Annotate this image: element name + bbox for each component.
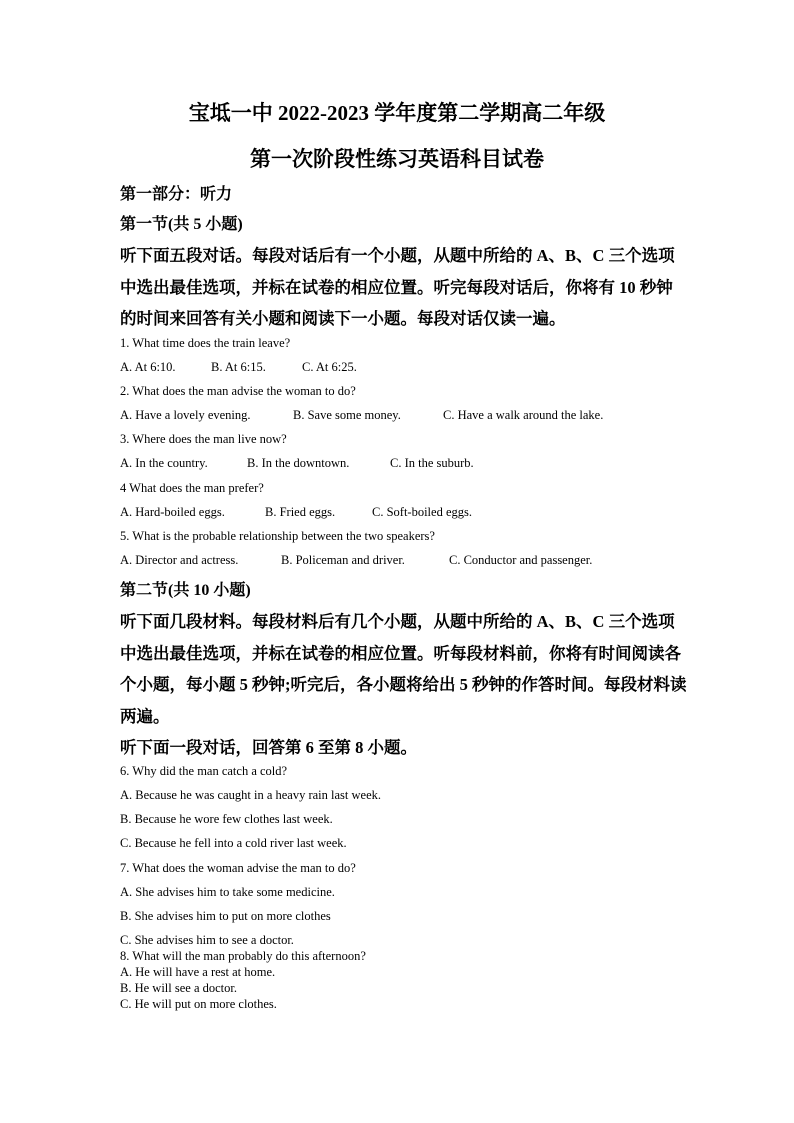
option-a: A. At 6:10.: [120, 360, 176, 374]
question-5-stem: 5. What is the probable relationship between the two speakers?: [120, 529, 435, 543]
part1-heading: 第一部分：听力: [120, 186, 233, 203]
section2-instruction-line: 听下面几段材料。每段材料后有几个小题，从题中所给的 A、B、C 三个选项: [120, 612, 675, 631]
section2-heading: 第二节(共 10 小题): [120, 582, 251, 599]
option-a: A. Director and actress.: [120, 553, 239, 567]
option-b: B. Policeman and driver.: [281, 553, 405, 567]
question-7-option-b: B. She advises him to put on more clothes: [120, 909, 331, 923]
question-2-stem: 2. What does the man advise the woman to do?: [120, 384, 356, 398]
section1-instruction-line: 中选出最佳选项，并标在试卷的相应位置。听完每段对话后，你将有 10 秒钟: [120, 278, 673, 297]
option-b: B. At 6:15.: [211, 360, 266, 374]
question-3-stem: 3. Where does the man live now?: [120, 432, 287, 446]
option-c: C. In the suburb.: [390, 456, 474, 470]
question-7-option-a: A. She advises him to take some medicine.: [120, 885, 335, 899]
option-b: B. Fried eggs.: [265, 505, 336, 519]
question-6-option-b: B. Because he wore few clothes last week.: [120, 812, 333, 826]
dialog-1-intro: 听下面一段对话，回答第 6 至第 8 小题。: [120, 738, 417, 757]
question-7-option-c: C. She advises him to see a doctor.: [120, 933, 294, 947]
question-7-stem: 7. What does the woman advise the man to do?: [120, 861, 356, 875]
question-1-stem: 1. What time does the train leave?: [120, 336, 291, 350]
section1-instruction-line: 的时间来回答有关小题和阅读下一小题。每段对话仅读一遍。: [120, 309, 566, 328]
question-8-option-b: B. He will see a doctor.: [120, 981, 237, 995]
section1-instruction-line: 听下面五段对话。每段对话后有一个小题，从题中所给的 A、B、C 三个选项: [120, 246, 675, 265]
option-a: A. Have a lovely evening.: [120, 408, 251, 422]
option-c: C. Soft-boiled eggs.: [372, 505, 472, 519]
option-c: C. Have a walk around the lake.: [443, 408, 604, 422]
question-4-stem: 4 What does the man prefer?: [120, 481, 264, 495]
section2-instruction-line: 两遍。: [120, 707, 170, 726]
option-c: C. Conductor and passenger.: [449, 553, 593, 567]
question-8-option-a: A. He will have a rest at home.: [120, 965, 276, 979]
question-8-option-c: C. He will put on more clothes.: [120, 997, 277, 1011]
question-6-option-c: C. Because he fell into a cold river last week.: [120, 836, 347, 850]
title-line-2: 第一次阶段性练习英语科目试卷: [250, 147, 544, 171]
option-a: A. Hard-boiled eggs.: [120, 505, 225, 519]
option-c: C. At 6:25.: [302, 360, 357, 374]
section1-heading: 第一节(共 5 小题): [120, 216, 243, 233]
title-line-1: 宝坻一中 2022-2023 学年度第二学期高二年级: [188, 101, 606, 125]
question-6-stem: 6. Why did the man catch a cold?: [120, 764, 288, 778]
option-b: B. In the downtown.: [247, 456, 350, 470]
option-b: B. Save some money.: [293, 408, 401, 422]
option-a: A. In the country.: [120, 456, 208, 470]
section2-instruction-line: 中选出最佳选项，并标在试卷的相应位置。听每段材料前，你将有时间阅读各: [120, 644, 681, 663]
question-8-stem: 8. What will the man probably do this afternoon?: [120, 949, 366, 963]
question-6-option-a: A. Because he was caught in a heavy rain last week.: [120, 788, 382, 802]
section2-instruction-line: 个小题，每小题 5 秒钟;听完后，各小题将给出 5 秒钟的作答时间。每段材料读: [120, 675, 687, 694]
